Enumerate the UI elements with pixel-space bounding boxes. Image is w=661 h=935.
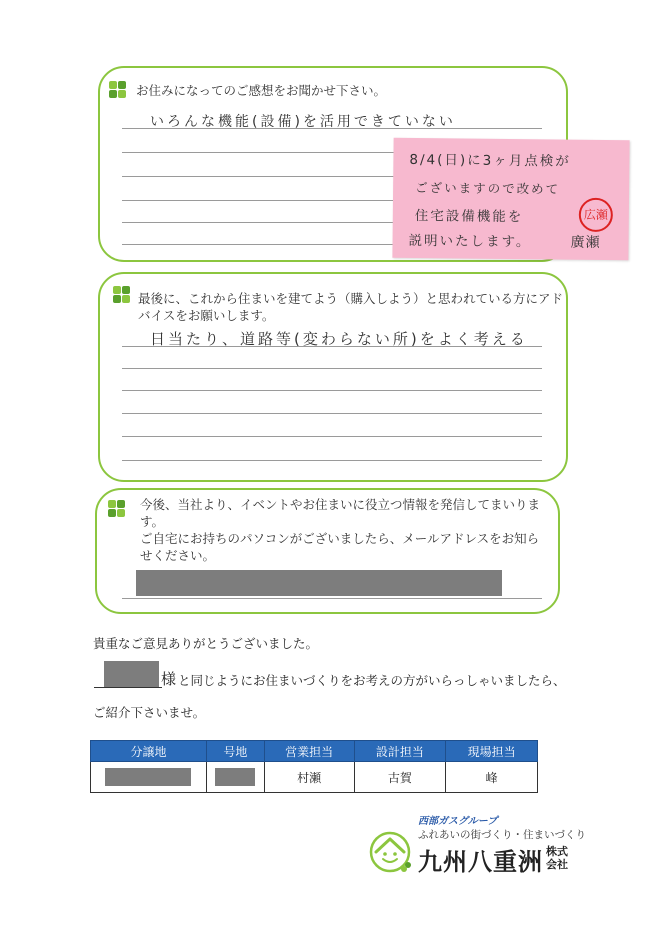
referral-text: と同じようにお住まいづくりをお考えの方がいらっしゃいましたら、 (178, 673, 566, 688)
answer-line (122, 200, 394, 201)
clover-icon (108, 500, 126, 518)
answer-line (122, 436, 542, 437)
site-cell: 峰 (446, 762, 538, 793)
answer-line (122, 346, 542, 347)
header-design: 設計担当 (354, 741, 446, 762)
company-logo (368, 812, 586, 878)
customer-name-line (94, 687, 162, 688)
header-site: 現場担当 (446, 741, 538, 762)
note-line-1: 8/4(日)に3ヶ月点検が (409, 151, 571, 170)
header-lot: 分譲地 (91, 741, 207, 762)
answer-line (122, 244, 394, 245)
answer-line (122, 390, 542, 391)
sales-cell: 村瀬 (264, 762, 354, 793)
tagline: ふれあいの街づくり・住まいづくり (418, 829, 586, 841)
group-name: 西部ガスグループ (418, 816, 498, 827)
impression-answer: いろんな機能(設備)を活用できていない (150, 114, 456, 130)
header-lot-number: 号地 (206, 741, 264, 762)
lot-cell (91, 762, 207, 793)
header-sales: 営業担当 (264, 741, 354, 762)
design-cell: 古賀 (354, 762, 446, 793)
sticky-note (392, 138, 629, 260)
sama-label: 様 (161, 670, 177, 688)
company-suffix-top: 株式 (546, 845, 568, 858)
seal-stamp: 広瀬 (579, 198, 613, 232)
info-text-line2: す。 (140, 514, 165, 529)
advice-question-line1: 最後に、これから住まいを建てよう（購入しよう）と思われている方にアド (138, 291, 564, 306)
answer-line (122, 128, 542, 129)
advice-answer: 日当たり、道路等(変わらない所)をよく考える (150, 330, 528, 348)
table-row (91, 762, 538, 793)
thanks-text: 貴重なご意見ありがとうございました。 (93, 636, 319, 651)
advice-question-line2: バイスをお願いします。 (138, 308, 275, 323)
email-line (122, 598, 542, 599)
info-text-line3: ご自宅にお持ちのパソコンがございましたら、メールアドレスをお知ら (140, 531, 540, 546)
email-redaction (136, 570, 502, 596)
company-suffix-bottom: 会社 (546, 858, 568, 871)
table-header-row (91, 741, 538, 762)
note-line-3: 住宅設備機能を (414, 207, 524, 226)
lot-number-redaction (215, 768, 255, 786)
note-line-2: ございますので改めて (415, 179, 561, 197)
staff-table (90, 740, 538, 793)
note-line-4: 説明いたします。 (408, 232, 532, 251)
clover-icon (109, 81, 127, 99)
answer-line (122, 176, 394, 177)
company-name: 九州八重洲 (418, 848, 543, 876)
house-smile-icon (368, 828, 414, 874)
info-text-line4: せください。 (140, 548, 216, 563)
lot-number-cell (206, 762, 264, 793)
info-text-line1: 今後、当社より、イベントやお住まいに役立つ情報を発信してまいりま (140, 497, 541, 512)
answer-line (122, 222, 394, 223)
lot-redaction (105, 768, 191, 786)
clover-icon (113, 286, 131, 304)
impression-question: お住みになってのご感想をお聞かせ下さい。 (136, 83, 387, 98)
referral-text-line2: ご紹介下さいませ。 (93, 705, 206, 720)
note-signature: 廣瀬 (570, 234, 601, 251)
customer-name-redaction (104, 661, 159, 687)
answer-line (122, 413, 542, 414)
answer-line (122, 152, 394, 153)
answer-line (122, 368, 542, 369)
answer-line (122, 460, 542, 461)
